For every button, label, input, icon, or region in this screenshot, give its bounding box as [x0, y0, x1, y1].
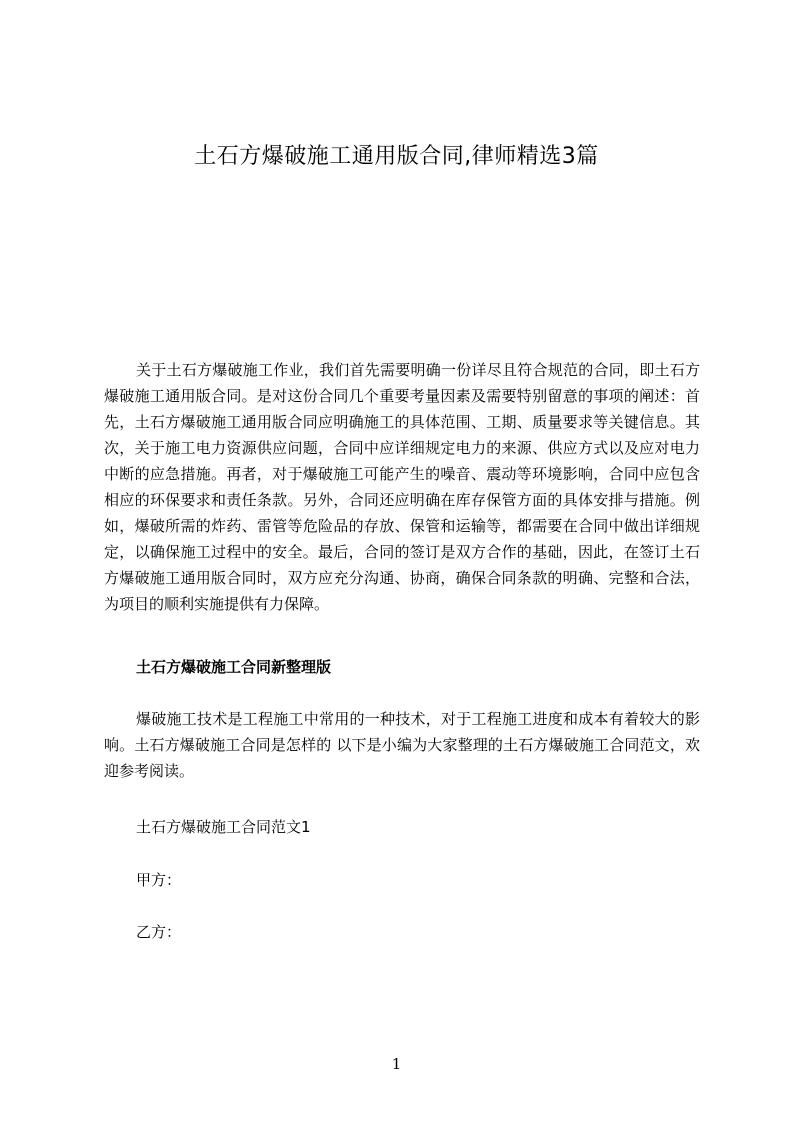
section-paragraph: 爆破施工技术是工程施工中常用的一种技术，对于工程施工进度和成本有着较大的影响。土石方爆破施工合同是怎样的 以下是小编为大家整理的土石方爆破施工合同范文，欢迎参考阅读。 [104, 710, 700, 780]
party-b-label: 乙方： [136, 923, 182, 941]
intro-paragraph: 关于土石方爆破施工作业，我们首先需要明确一份详尽且符合规范的合同，即土石方爆破施工通用版合同。是对这份合同几个重要考量因素及需要特别留意的事项的阐述：首先，土石方爆破施工通用版合同应明确施工的具体范围、工期、质量要求等关键信息。其次，关于施工电力资源供应问题，合同中应详细规定电力的来源、供应方式以及应对电力中断的应急措施。再者，对于爆破施工可能产生的噪音、震动等环境影响，合同中应包含相应的环保要求和责任条款。另外，合同还应明确在库存保管方面的具体安排与措施。例如，爆破所需的炸药、雷管等危险品的存放、保管和运输等，都需要在合同中做出详细规定，以确保施工过程中的安全。最后，合同的签订是双方合作的基础，因此，在签订土石方爆破施工通用版合同时，双方应充分沟通、协商，确保合同条款的明确、完整和合法，为项目的顺利实施提供有力保障。 [104, 361, 700, 613]
page-number: 1 [391, 1055, 402, 1073]
party-a-label: 甲方： [136, 871, 182, 889]
sample-contract-title: 土石方爆破施工合同范文1 [136, 818, 311, 836]
document-title: 土石方爆破施工通用版合同,律师精选3篇 [194, 144, 599, 169]
section-heading: 土石方爆破施工合同新整理版 [136, 658, 332, 676]
